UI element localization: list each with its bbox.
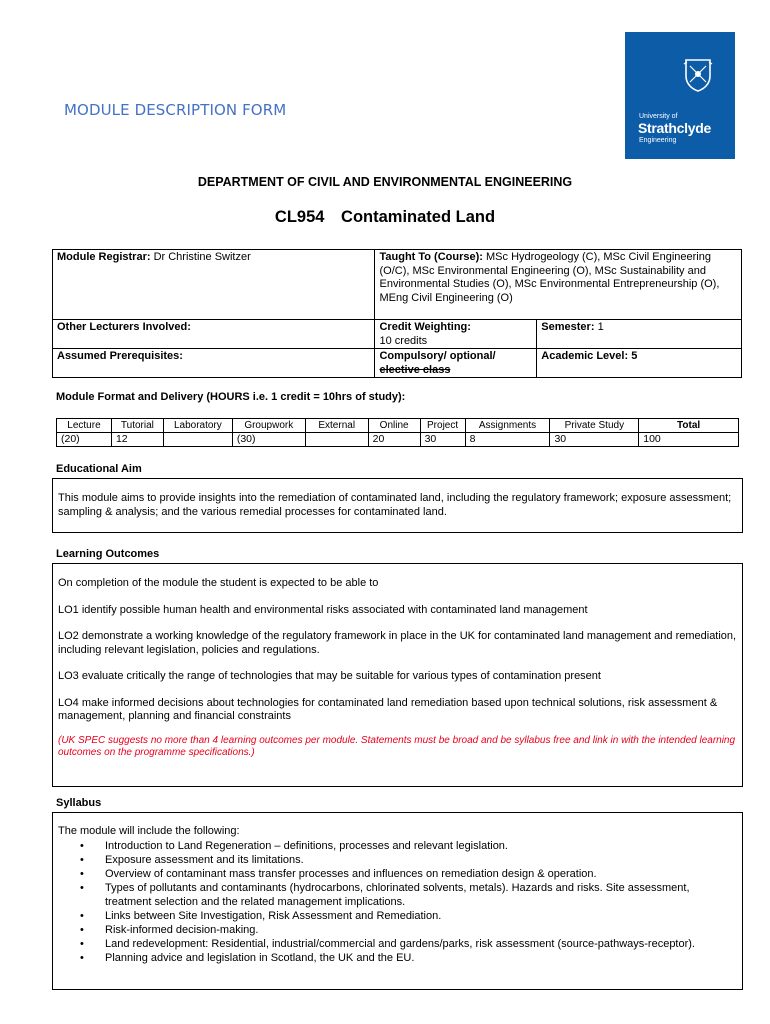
val-external xyxy=(305,433,368,447)
outcome-lo3: LO3 evaluate critically the range of technologies that may be suitable for various types of contamination present xyxy=(58,670,601,682)
col-total: Total xyxy=(639,419,739,433)
syllabus-heading: Syllabus xyxy=(56,797,102,809)
val-groupwork: (30) xyxy=(232,433,305,447)
syllabus-item: • Exposure assessment and its limitations. xyxy=(105,853,737,867)
prerequisites-cell xyxy=(53,349,375,378)
prerequisites-label: Assumed Prerequisites: xyxy=(57,350,183,362)
outcome-lo2: LO2 demonstrate a working knowledge of the regulatory framework in place in the UK for contaminated land management and remediation, including relevant legislation, policies and regulations. xyxy=(58,630,737,656)
syllabus-item: • Risk-informed decision-making. xyxy=(105,923,737,937)
department-heading: DEPARTMENT OF CIVIL AND ENVIRONMENTAL ENGINEERING xyxy=(197,175,573,189)
academic-level-label: Academic Level: xyxy=(541,350,629,362)
taught-to-cell xyxy=(375,250,742,320)
semester-label: Semester: xyxy=(541,321,595,333)
credit-value: 10 credits xyxy=(379,334,428,347)
syllabus-item: • Links between Site Investigation, Risk Assessment and Remediation. xyxy=(105,909,737,923)
compulsory-cell xyxy=(375,349,537,378)
crest-icon xyxy=(682,58,714,92)
logo-line-university: University of xyxy=(639,113,678,120)
elective-struck: elective class xyxy=(379,363,451,376)
other-lecturers-cell xyxy=(53,320,375,349)
col-project: Project xyxy=(420,419,465,433)
registrar-label: Module Registrar: xyxy=(57,251,151,263)
module-code: CL954 xyxy=(274,208,325,226)
col-groupwork: Groupwork xyxy=(232,419,305,433)
academic-level-value: 5 xyxy=(631,350,638,362)
syllabus-intro: The module will include the following: xyxy=(58,825,240,837)
syllabus-item: • Introduction to Land Regeneration – definitions, processes and relevant legislation. xyxy=(105,839,737,853)
learning-outcomes-heading: Learning Outcomes xyxy=(56,548,160,560)
outcome-lo1: LO1 identify possible human health and environmental risks associated with contaminated land management xyxy=(58,603,588,616)
other-lecturers-label: Other Lecturers Involved: xyxy=(57,321,191,333)
val-project: 30 xyxy=(420,433,465,447)
aim-text: This module aims to provide insights into the remediation of contaminated land, including the regulatory framework; exposure assessment; sampling & analysis; and the various remedial processes for contaminated land. xyxy=(58,492,732,518)
taught-to-value: MSc Hydrogeology (C), MSc Civil Engineering (O/C), MSc Environmental Engineering (O), MSc Sustainability and Environmental Studies (O), MSc Environmental Entrepreneurship (O), MEng Civil Engineering (O) xyxy=(379,251,720,304)
logo-line-strathclyde: Strathclyde xyxy=(638,120,711,136)
registrar-cell xyxy=(53,250,375,320)
compulsory-label: Compulsory/ optional/ xyxy=(379,350,496,362)
col-tutorial: Tutorial xyxy=(111,419,163,433)
col-external: External xyxy=(305,419,368,433)
university-logo xyxy=(625,32,735,159)
col-lecture: Lecture xyxy=(57,419,112,433)
module-title xyxy=(0,208,770,227)
hours-table xyxy=(56,418,739,447)
logo-line-engineering: Engineering xyxy=(639,137,677,144)
col-online: Online xyxy=(368,419,420,433)
outcomes-intro: On completion of the module the student is expected to be able to xyxy=(58,577,379,589)
taught-to-label: Taught To (Course): xyxy=(379,251,483,263)
val-online: 20 xyxy=(368,433,420,447)
form-title: MODULE DESCRIPTION FORM xyxy=(64,101,287,119)
syllabus-list xyxy=(58,839,737,965)
semester-cell xyxy=(537,320,742,349)
val-lecture: (20) xyxy=(57,433,112,447)
col-assignments: Assignments xyxy=(465,419,550,433)
registrar-value: Dr Christine Switzer xyxy=(153,251,251,263)
val-laboratory xyxy=(163,433,232,447)
credit-cell xyxy=(375,320,537,349)
val-tutorial: 12 xyxy=(111,433,163,447)
module-name: Contaminated Land xyxy=(341,208,496,226)
credit-label: Credit Weighting: xyxy=(379,321,471,333)
syllabus-item: • Overview of contaminant mass transfer processes and influences on remediation design & operation. xyxy=(105,867,737,881)
syllabus-item: • Planning advice and legislation in Scotland, the UK and the EU. xyxy=(105,951,737,965)
val-total: 100 xyxy=(639,433,739,447)
syllabus-item: • Land redevelopment: Residential, industrial/commercial and gardens/parks, risk assessment (source-pathways-receptor). xyxy=(105,937,737,951)
syllabus-box xyxy=(52,812,743,990)
col-laboratory: Laboratory xyxy=(163,419,232,433)
format-heading: Module Format and Delivery (HOURS i.e. 1 credit = 10hrs of study): xyxy=(56,391,406,403)
aim-box xyxy=(52,478,743,533)
academic-level-cell xyxy=(537,349,742,378)
col-private-study: Private Study xyxy=(550,419,639,433)
outcome-lo4: LO4 make informed decisions about technologies for contaminated land remediation based upon technical solutions, risk assessment & management, planning and financial constraints xyxy=(58,696,718,722)
val-assignments: 8 xyxy=(465,433,550,447)
learning-outcomes-box xyxy=(52,563,743,787)
aim-heading: Educational Aim xyxy=(56,463,142,475)
syllabus-item: • Types of pollutants and contaminants (hydrocarbons, chlorinated solvents, metals). Hazards and risks. Site assessment, treatment selection and the related management implications. xyxy=(105,881,737,909)
outcomes-note: (UK SPEC suggests no more than 4 learning outcomes per module. Statements must be broad and be syllabus free and link in with the intended learning outcomes on the programme specifications.) xyxy=(58,734,736,758)
module-info-table xyxy=(52,249,742,378)
semester-value: 1 xyxy=(597,321,604,333)
val-private-study: 30 xyxy=(550,433,639,447)
